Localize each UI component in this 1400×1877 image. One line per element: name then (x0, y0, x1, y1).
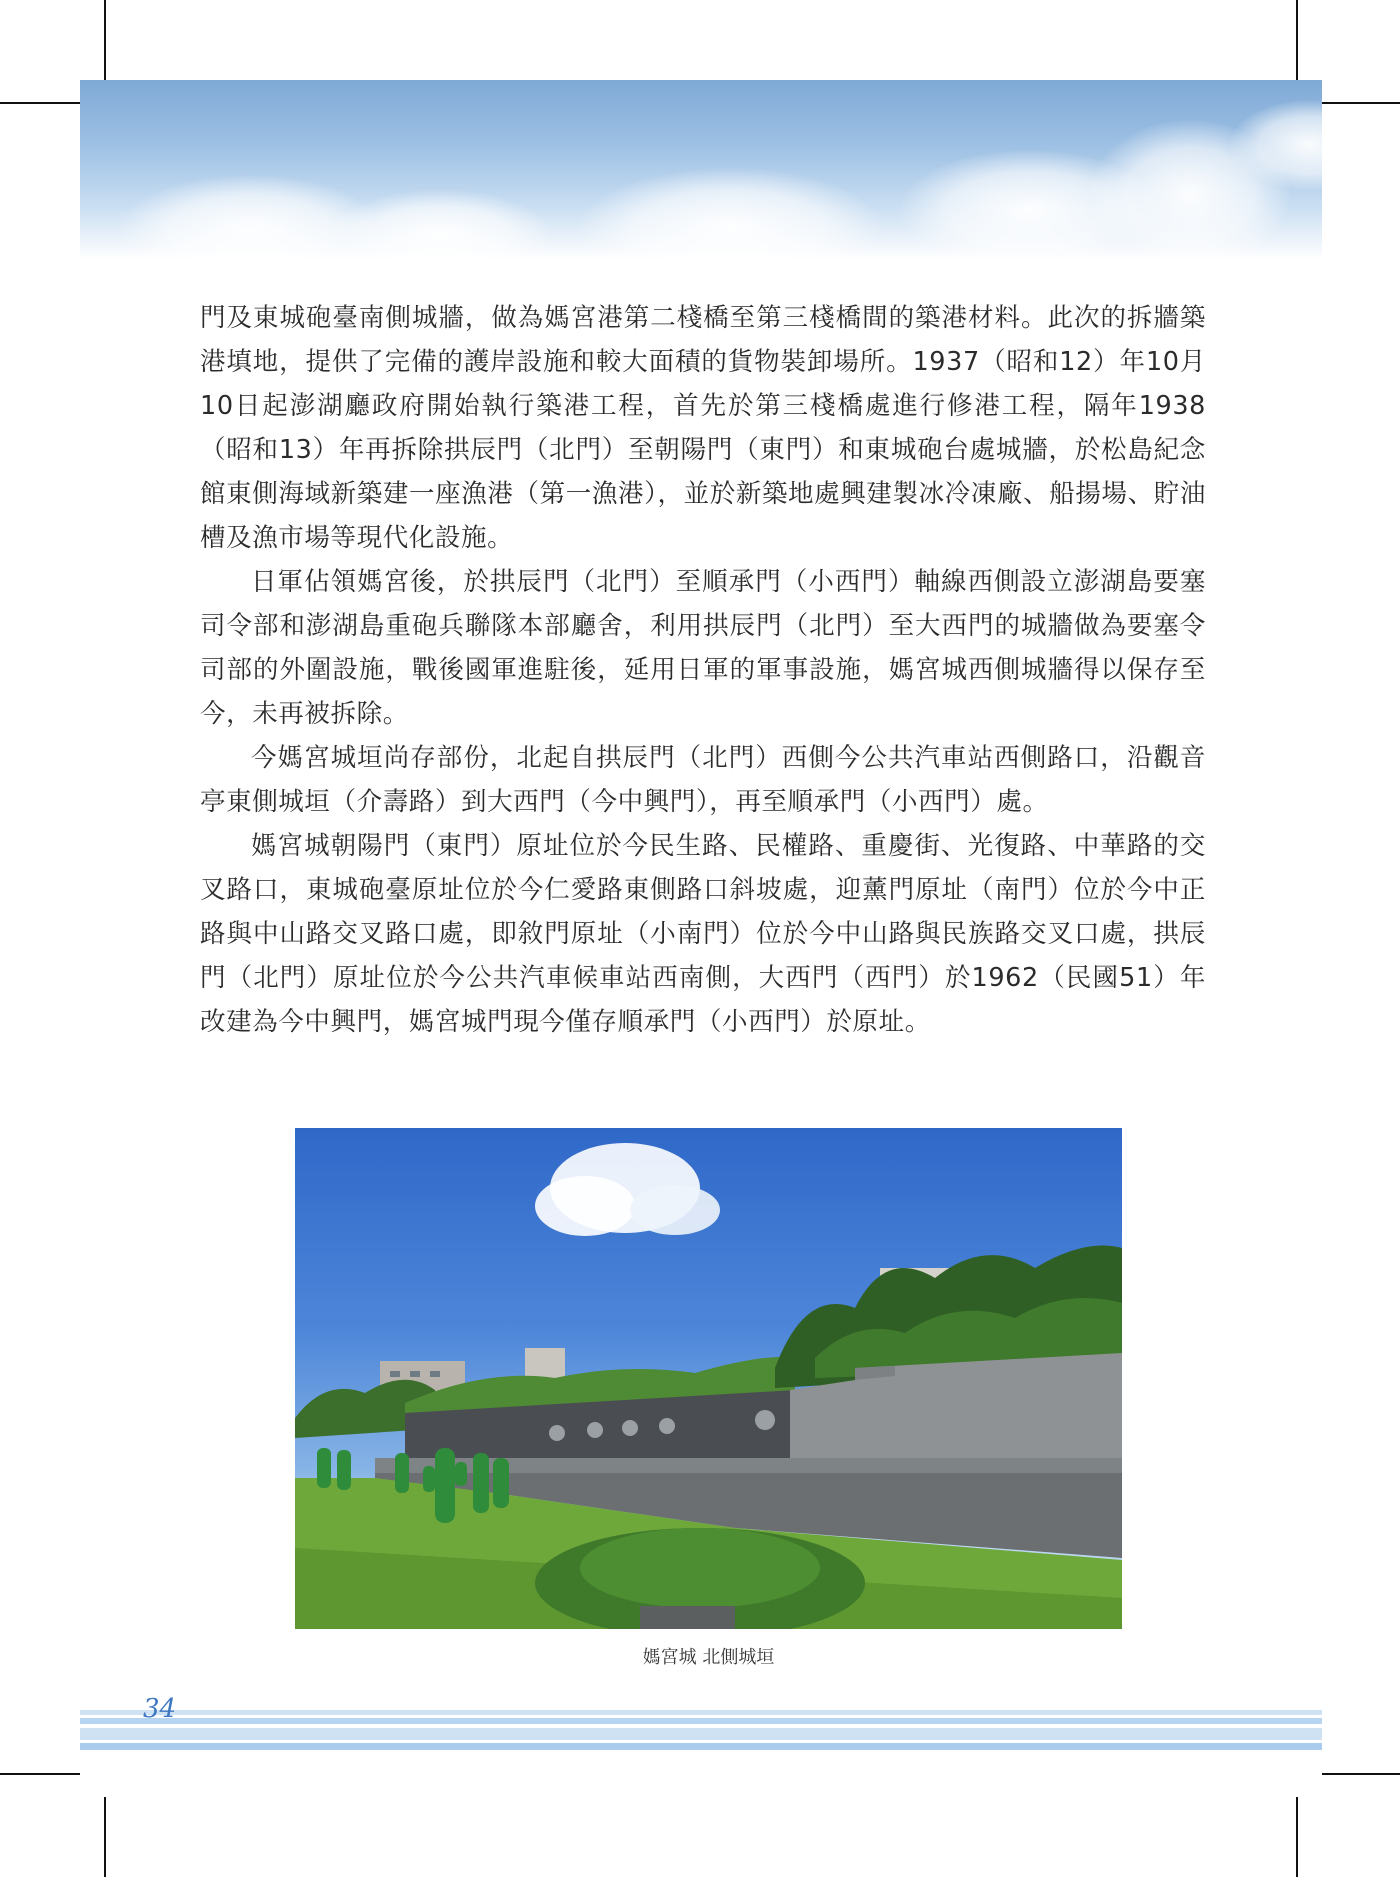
crop-mark (0, 102, 80, 104)
crop-mark (1322, 1773, 1400, 1775)
city-wall-photo (295, 1128, 1122, 1629)
crop-mark (0, 1773, 80, 1775)
crop-mark (104, 0, 106, 80)
article-body (200, 296, 1206, 1044)
crop-mark (104, 1797, 106, 1877)
header-sky-banner (80, 80, 1322, 260)
page-number: 34 (143, 1694, 177, 1724)
paragraph: 媽宮城朝陽門（東門）原址位於今民生路、民權路、重慶街、光復路、中華路的交叉路口，東城砲臺原址位於今仁愛路東側路口斜坡處，迎薰門原址（南門）位於今中正路與中山路交叉路口處，即敘門原址（小南門）位於今中山路與民族路交叉口處，拱辰門（北門）原址位於今公共汽車候車站西南側，大西門（西門）於1962（民國51）年改建為今中興門，媽宮城門現今僅存順承門（小西門）於原址。 (200, 831, 1206, 1037)
paragraph: 日軍佔領媽宮後，於拱辰門（北門）至順承門（小西門）軸線西側設立澎湖島要塞司令部和澎湖島重砲兵聯隊本部廳舍，利用拱辰門（北門）至大西門的城牆做為要塞令司部的外圍設施，戰後國軍進駐後，延用日軍的軍事設施，媽宮城西側城牆得以保存至今，未再被拆除。 (200, 567, 1206, 729)
photo-caption: 媽宮城 北側城垣 (642, 1647, 775, 1668)
paragraph: 門及東城砲臺南側城牆，做為媽宮港第二棧橋至第三棧橋間的築港材料。此次的拆牆築港填地，提供了完備的護岸設施和較大面積的貨物裝卸場所。1937（昭和12）年10月10日起澎湖廳政府開始執行築港工程，首先於第三棧橋處進行修港工程，隔年1938（昭和13）年再拆除拱辰門（北門）至朝陽門（東門）和東城砲台處城牆，於松島紀念館東側海域新築建一座漁港（第一漁港），並於新築地處興建製冰冷凍廠、船揚場、貯油槽及漁市場等現代化設施。 (200, 303, 1206, 553)
crop-mark (1296, 1797, 1298, 1877)
paragraph: 今媽宮城垣尚存部份，北起自拱辰門（北門）西側今公共汽車站西側路口，沿觀音亭東側城垣（介壽路）到大西門（今中興門），再至順承門（小西門）處。 (200, 743, 1206, 817)
crop-mark (1296, 0, 1298, 80)
crop-mark (1322, 102, 1400, 104)
footer-stripes (80, 1710, 1322, 1750)
